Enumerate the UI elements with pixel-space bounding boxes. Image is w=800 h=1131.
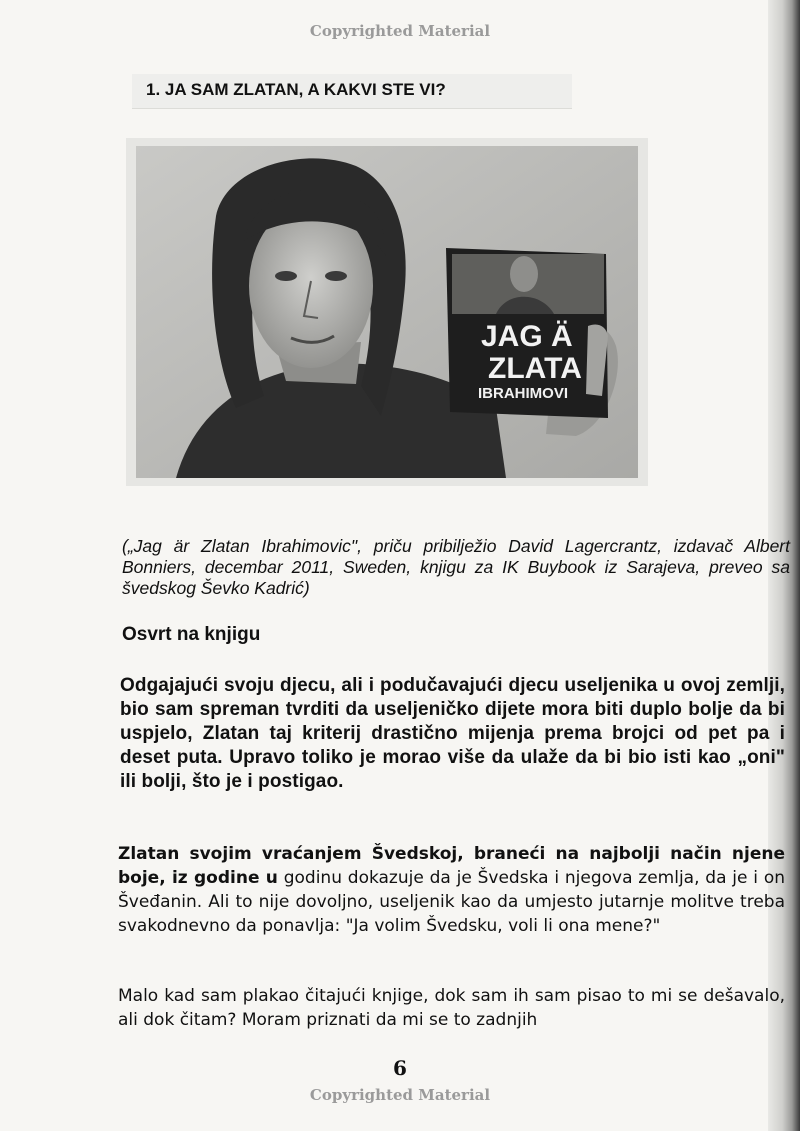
- page-number: 6: [393, 1056, 407, 1080]
- paragraph-2: [118, 842, 785, 938]
- paragraph-3: Malo kad sam plakao čitajući knjige, dok sam ih sam pisao to mi se dešavalo, ali dok čitam? Moram priznati da mi se to zadnjih: [118, 986, 785, 1030]
- photo-caption: („Jag är Zlatan Ibrahimovic", priču pribilježio David Lagercrantz, izdavač Albert Bonniers, decembar 2011, Sweden, knjigu za IK Buybook iz Sarajeva, preveo sa švedskog Ševko Kadrić): [122, 536, 790, 598]
- paragraph-2-regular: godinu dokazuje da je Švedska i njegova zemlja, da je i on Šveđanin. Ali to nije dovoljno, useljenik kao da umjesto jutarnje molitve treba svakodnevno da ponavlja: "Ja volim Švedsku, voli li ona mene?": [118, 868, 785, 936]
- watermark-top: Copyrighted Material: [309, 22, 491, 40]
- paragraph-2-bold: Zlatan svojim vraćanjem Švedskoj, braneći na najbolji način njene boje, iz godine u: [118, 844, 785, 888]
- book-cover-line-2: ZLATA: [488, 352, 582, 385]
- book-cover-line-1: JAG Ä: [481, 320, 573, 353]
- paragraph-1: Odgajajući svoju djecu, ali i podučavajući djecu useljenika u ovoj zemlji, bio sam spreman tvrditi da useljeničko dijete mora biti duplo bolje da bi uspjelo, Zlatan taj kriterij drastično mijenja prema brojci od pet pa i deset puta. Upravo toliko je morao više da ulaže da bi bio isti kao „oni" ili bolji, što je i postigao.: [120, 675, 785, 792]
- author-photo: [136, 146, 638, 478]
- section-heading: Osvrt na knjigu: [122, 624, 261, 645]
- photo-illustration: [136, 146, 638, 478]
- watermark-bottom: Copyrighted Material: [309, 1086, 491, 1104]
- chapter-title: 1. JA SAM ZLATAN, A KAKVI STE VI?: [146, 80, 446, 99]
- chapter-title-box: [132, 74, 572, 109]
- book-cover-line-3: IBRAHIMOVI: [478, 385, 568, 402]
